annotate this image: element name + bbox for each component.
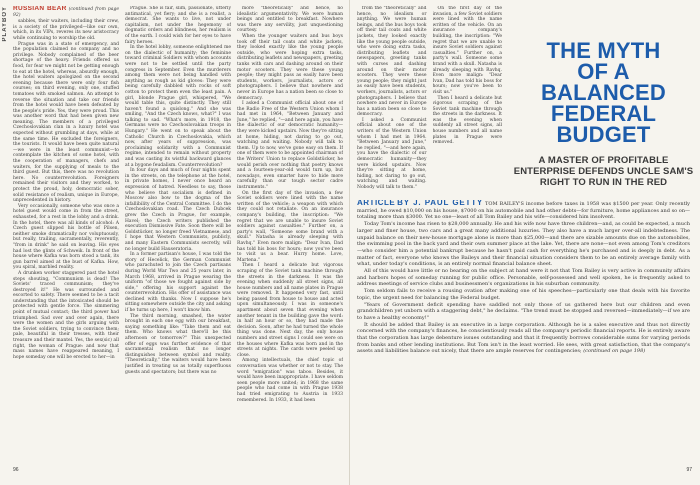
headline-line: THE MYTH (546, 38, 661, 63)
left-col3-paragraph: Then I heard a delicate but vigorous scraping of the Soviet tank machine through the streets in the darkness. It was the evening when suddenly all street signs, all house numbers and all name plates in Prague were removed. It happened very fast, until being passed from house to house and acted upon simultaneously. I was in someone's apartment about seven that evening when another tenant in the building gave the word: in half an hour or so, they had made the decision. Soon, after he had turned the whole thing was done. Next day, the only house numbers and street signs I could see were on the houses where Kafka was born and in the streets at nights. The cards were peeled up close. (237, 263, 343, 358)
left-col3-paragraph: On the first day of the invasion, a few Soviet soldiers were lined with the name written of the vehicle; a weapon with which they could not retaliate. On an insurance company's building, the inscription: "We regret that we are unable to insure Soviet soldiers against casualties." Further on, a party's wall, "Someone some brand with a skull." Natasha is already sleeping with Ravhq." Even more malign: "Dear Ivan, Dad has told his boss for hours; now you've been to visit us a bear. Hurry home. Love, Martena." (237, 190, 343, 263)
magazine-side-tab: PLAYBOY (2, 6, 8, 42)
left-col1-paragraph: Prague was in a state of emergency, and the population claimed no company and no privilege. Nobody complained of the beer shortage of the heavy. Friends offered us food, for fear we might not be getting enough to eat at the hotel, whereas, absurdly enough, the hotel waiters apologized on the second evening because there were only four fish courses; on third evening, only one, stuffed tomatoes with smoked salmon. An attempt to reverse the situation and take our friends from the hotel would have been defeated by the people's pride. Yes, they were proud. This was another word that had been given new meaning. The members of a privileged Czechoslovakian clan in a luxury hotel was expected without grumbling at days, while at the same time. He excluded the foreigners, the tourists. It would have been quite natural—we were in the least communist—to contemplate the kitchen of some hotel, with the cooperation of managers, chefs and waiters, for the supplying of meals to the third guest. But this, there was no revolution here. No counterrevolution. Foreigners remained their visitors and they worked, to protect the proud, holy, democratic sober, solid resistance of realism, unique in Europe, unprecedented in history. (13, 41, 119, 204)
article-paragraph: "Years of Government deficit spending have saddled not only those of us gathered here but our children and even grandchildren yet unborn with a staggering debt," he declaims. "The trend must be stopped and reversed—immediately—if we are to have a healthy economy!" (357, 301, 690, 321)
left-col2-paragraph: In a former partisan's house, I was told the story of Hecelick, the German Communist who parachuted to join the Czech partisans during World War Two and 25 years later, in March 1968, arrived in Prague wearing the uniform "of those we fought against side by side," offering his support against the counterrevolution. His offer of assistance was declined with thanks. Now I suppose he's sitting somewhere outside the city and asking if he turns up here, I won't know him. (125, 252, 231, 314)
article-headline-block (511, 40, 696, 188)
running-head-title: RUSSIAN BEAR (13, 6, 67, 12)
byline-label: ARTICLE (357, 200, 396, 207)
right-page (351, 0, 700, 485)
lead-text: TOM BAILEY'S income before taxes in 1958 was $1500 per year. Only recently married, he owed $10,000 on his house, $7000 on his automobile and had other debts—for furniture, home appliances and so on—totaling more than $3000. Yet no one—least of all Tom Bailey and his wife—considered him insolvent. (357, 201, 690, 221)
left-page-columns (13, 6, 343, 471)
left-column-3 (237, 6, 343, 471)
left-col3-paragraph: I asked a Communist official about one of the Radio Free of the Western Union whom I had met in 1964, "Between January and June," he replied, "—and here again, you have the dialectic of our democratic humanity—they were kicked upstairs. Now they're sitting at home, hiding, not daring to go out, watching and waiting. Nobody will talk to them. Up to now, we've gone easy on them. If one of them were to be appointed chairman of the Writers' Union to replace Goldstücker, he would perish over nothing that poetry knows and a fourteen-year-old would turn up, but nowadays, even smarter have to hide more carefully than our tough sector cadre instruments." (237, 101, 343, 190)
left-col1-paragraph: sabbles, their waiters, including their crew, is a society of the privileged—like our own, which, in its VIPs, reveres its new aristocracy while continuing to worship the old. (13, 19, 119, 41)
left-col3-paragraph: Among intellectuals, the chief topic of conversation was whether or not to stay. The word "emigration" was taboo. Besides, it would have been inappropriate. I have seldom seen people more united; in 1968 the same people who had come in with Prague 1938 had tried emigrating to Austria in 1933 remembered. In 1933, it had been (237, 358, 343, 403)
right-col1-paragraph: I asked a Communist official about one of the writers of the Western Union whom I had met in 1964. "Between January and June," he replied, "—and here again, you have the dialectic of our democratic humanity—they were kicked upstairs. Now they're sitting at home, hiding, not daring to go out, watching and waiting. Nobody will talk to them." (357, 117, 427, 190)
left-col3-paragraph: more "theoretically" and hence, no idealistic argumentativity. We were human beings and entitled to breakfast. Nowhere was there any servility, just unquestioning courtesy. (237, 6, 343, 34)
left-col1-paragraph: A drunken worker staggered past the hotel steps shouting, "Communism is dead! The Soviets' traced communism; they've destroyed it!" He was surrounded and escorted to safety. There seemed to be a tacit understanding that the intoxicated should be protected with gentle force. The simmering point of mutual contact; the third power had triumphed. Sad over and over again, there were the women and the girls arguing with the Soviet soldiers, trying to convince them; pale, beautiful in their tresses, with their treasure and their mantel. Yes, the sex(sic) all right, the woman of Prague: and now that mass names have reappeared meaning, I hope someday one will be erected to her—in (13, 270, 119, 360)
byline-author: BY J. PAUL GETTY (397, 200, 484, 207)
article-paragraph: Tom seldom fails to receive a rousing ovation after making one of his speeches—particularly one that deals with his favorite topic, the urgent need for balancing the Federal budget. (357, 288, 690, 301)
right-col2-paragraph: On the first day of the invasion, a few Soviet soldiers were lined with the name written of the vehicle. On an insurance company's building, the inscription: "We regret that we are unable to insure Soviet soldiers against casualties." Further on, a party's wall. Someone some brand with a skull. Natasha is already sleeping with Ravhq. Even more malign: "Dear Ivan, Dad has told his boss for hours; now you've been to visit us." (432, 6, 502, 95)
running-head (13, 6, 119, 18)
continued-on-note: (continued on page 198) (583, 348, 646, 355)
right-col1-paragraph: from the "theoretically" and hence, no idealism or anything. We were human beings, and the bus boys took off their tail coats and white jackets, they looked exactly like the young people outside, who were doing extra tasks, distributing leaflets and newspapers, greeting tanks with curses and dashing around on their motor scooters. They were these young people; they might just as easily have been students, workers, journalists, actors or photographers. I believe that nowhere and never in Europe has a nation been so close to democracy. (357, 6, 427, 118)
article-paragraph: Today Tom's income has risen to $28,000 annually. He and his wife now have three children—and, as could be expected, a much larger and finer house, two cars and a great many additional luxuries. They also have a much larger over-all indebtedness. The unpaid balance on their new-house mortgage alone is more than $25,000—and there are sizable amounts due on the automobiles, the swimming pool in the back yard and their own summer place at the lake. Yet, there are none—not even among Tom's creditors—who consider him a potential bankrupt because he hasn't paid cash for everything he's purchased and is deeply in debt. As a matter of fact, everyone who knows the Baileys and their financial situation considers them to be an entirely average family with what, under today's conditions, is an entirely normal financial balance sheet. (357, 221, 690, 268)
right-column-1 (357, 6, 427, 199)
right-page-columns (357, 6, 502, 199)
headline-line: OF A (577, 59, 630, 84)
page-number-right: 97 (686, 467, 692, 473)
left-col1-paragraph: Very occasionally, someone who was once a hotel guest would come in from the street, exhausted, for a rest in the lobby and a drink. In the hotel, there was all kinds of alcohol: A Czech guest slipped his bottle of Pilsen, neither smoke dramatically nor voluptuously, but really, trailing, sacramentally, reverently, "from in drink" he said on leaving. His eyes had lost the glints of Schweik. In front of the house where Kafka was born stood a tank, its gun barrel aimed at the bust of Kafka. How, you spiral, marbled reality. (13, 203, 119, 271)
page-number-left: 96 (13, 467, 19, 473)
article-lead-paragraph (357, 200, 690, 221)
left-col2-paragraph: In four days and much of four nights spent in the streets, on the telephone at the hotel, in private homes, I never once heard an expression of hatred. Needless to say, those who believe that socialism is defined in Moscow also bow to the dogma of the infallibility of the Central Committee. I do the Czechoslovakian road. The Czech Dubcek grew the Czech in Prague, for example, Havel; the Czech writers published the execution Dismissive Fate. Soon there will be Goldstücker, no longer freed Vietnamese, and I hope that Western Communists, publicly, and many Eastern Communists secretly, will no longer build Hauseratoria. (125, 168, 231, 252)
headline-line: FEDERAL BUDGET (550, 101, 657, 147)
left-column-2 (125, 6, 231, 471)
article-body (357, 200, 690, 471)
article-paragraph-text: It should be added that Bailey is an executive in a large corporation. Although he is a sales executive and thus not directly concerned with the company's finances, he conscientiously reads all the company's periodic financial reports. He is entirely aware that the corporation has large debenture issues outstanding and that it frequently borrows considerable sums for varying periods from banks and other lending institutions. But Tom isn't in the least worried. He sees, with great satisfaction, that the company's assets and liabilities balance out nicely, that there are ample reserves for contingencies; (357, 321, 690, 355)
right-column-2 (433, 6, 503, 199)
article-paragraph (357, 322, 690, 356)
left-col2-paragraph: Prague. She is fair, slim, passionate, utterly antimatical, yet fiery; and she is a realist, a democrat. She wants to live, not under capitalism, not under the hegemony of dogmatic orders and blindness, her realism is of the earth. I could wish for her eyes to have fairy heroes. (125, 6, 231, 45)
left-col2-paragraph: In the hotel lobby, someone enlightened me on the dialectic of humanity; the feminine toward criminal Soldiers with whom accounts were not to be settled until the party congress in September. Even the murderers among them were not being handled with anything as rough as kid gloves: They were being carefully dabbled with rocks of soft cotton to protect them even the least pain. A girl, blonde Prague girl, whispered, "We would table this, quite distinctly. They still haven't found a quislong." And she was smiling, "And the Czech knows, what?" I was talking to sad. "What's more, in 1918, the Germans were no Czechoslovakian troops in Hungary." He went on to speak about the Catholic Church in Czechoslovakia, which now, after years of suppression, was proclaiming solidarity with a Communist regime, intended to remain without property and was casting its wistful backward glances at a bygone feudalism. Counterrevolution? (125, 45, 231, 168)
article-paragraph: All of this would have little or no bearing on the subject at hand were it not that Tom Bailey is very active in community affairs and harbors hopes of someday running for public office. Personable, self-possessed and well spoken, he is frequently asked to address meetings of service clubs and businessmen's organizations in his suburban community. (357, 268, 690, 288)
right-col2-paragraph: Then I heard a delicate but vigorous scraping of the Soviet tank machine through the streets in the darkness. It was the evening when suddenly all street signs, all house numbers and all name plates in Prague were removed. (432, 95, 502, 146)
article-subhead: A MASTER OF PROFITABLE ENTERPRISE DEFENDS UNCLE SAM'S RIGHT TO RUN IN THE RED (513, 155, 694, 188)
headline-line: BALANCED (540, 80, 667, 105)
article-headline (511, 40, 696, 145)
left-column-1 (13, 6, 119, 471)
continued-from-note: (continued from page 92) (13, 7, 119, 18)
left-col3-paragraph: When the younger waiters and bus boys took off their tail coats and white jackets, they looked exactly like the young people outside, who were hoping extra tasks, distributing leaflets and newspapers, greeting tanks with cars and dashing around on their motor scooters. They were these young people; they might pass as easily have been students, workers, journalists, actors or photographers. I believe that nowhere and never in Europe has a nation been so close to democracy. (237, 33, 343, 101)
left-col2-paragraph: The third morning, smashed, the water brought in each one egg with our breakfast, saying something like: "Take them and eat them. Who knows what there'll be this afternoon or tomorrow?" This unexpected offer of eggs was further evidence of that sacramental realism that no longer distinguishes between symbol and reality. "Theoretically," the waiters would have been justified in treating us as totally superfluous guests and spectators; but there was no (125, 313, 231, 375)
